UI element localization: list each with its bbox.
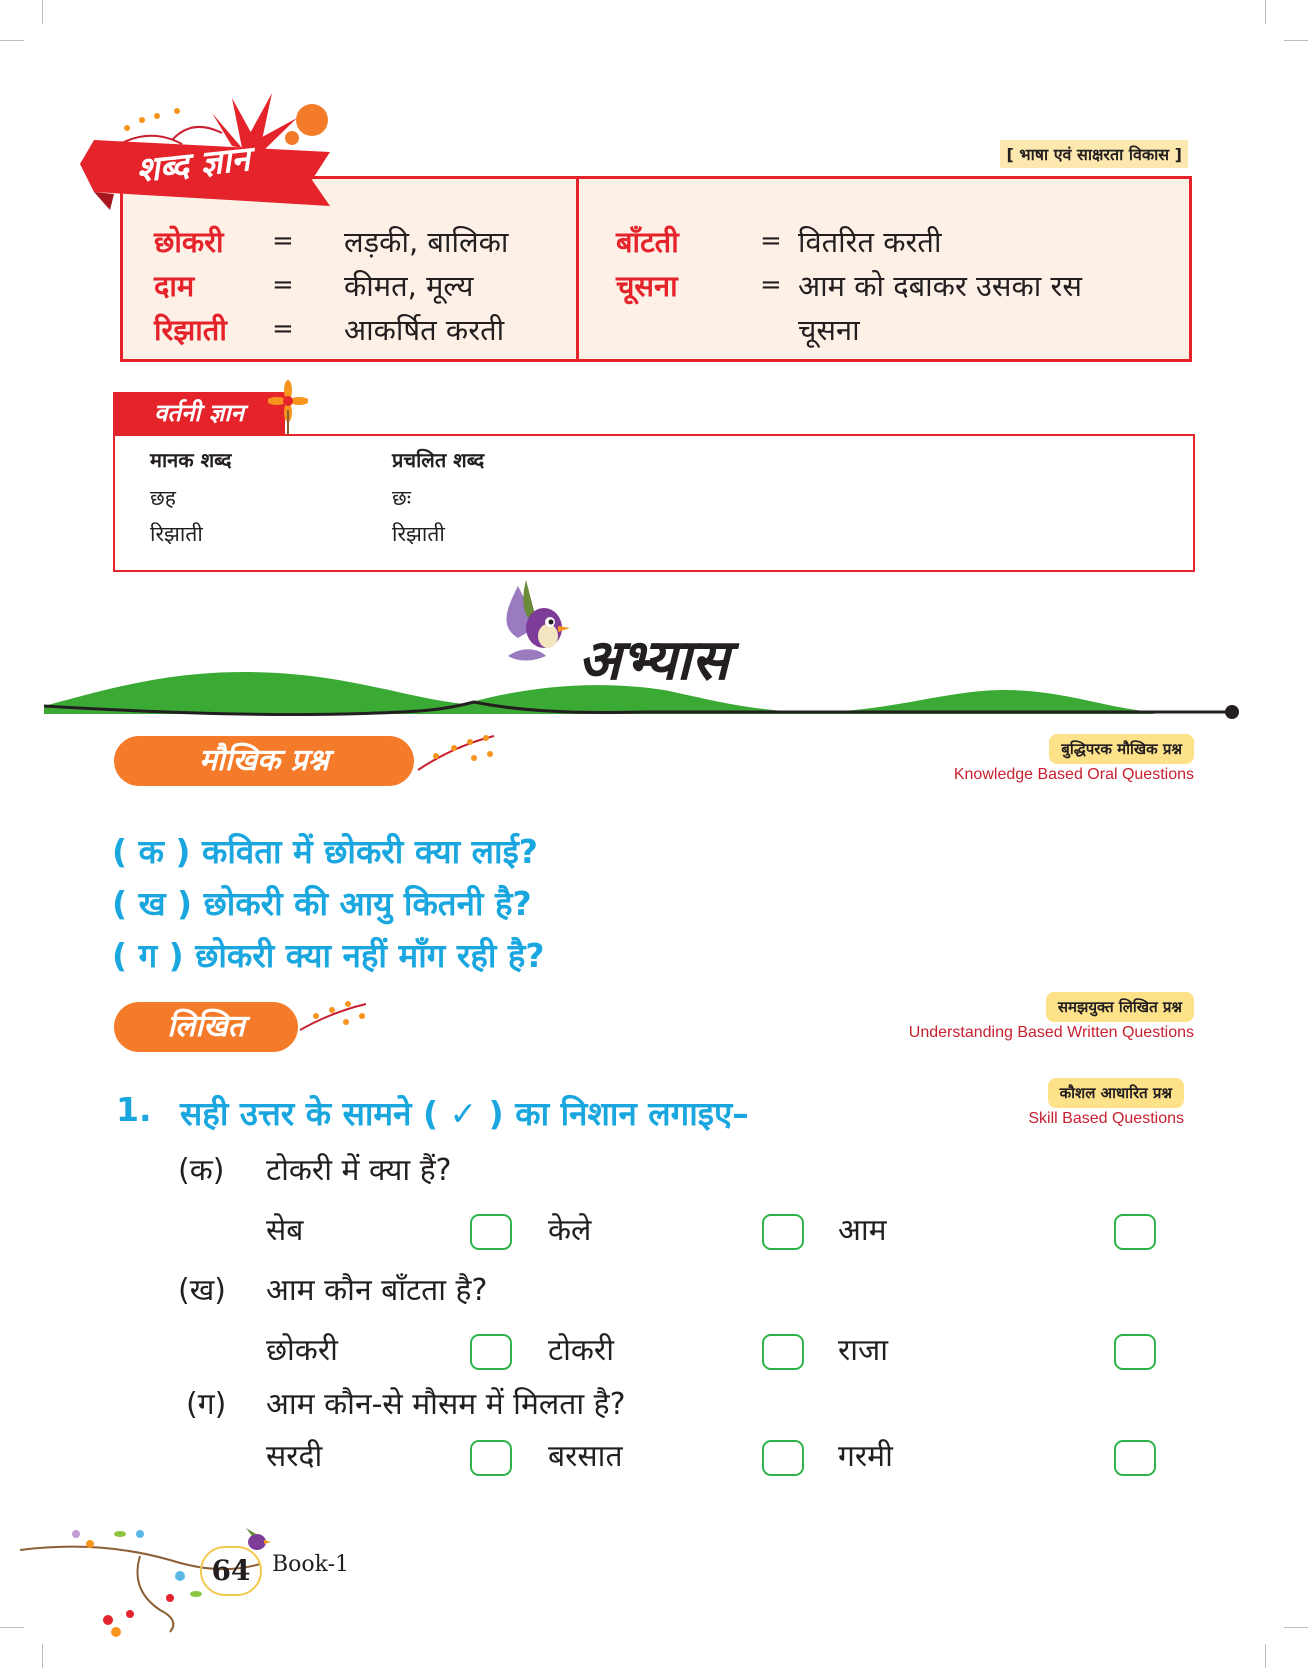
word-daam: दाम <box>154 269 195 303</box>
meaning-chhokari: लड़की, बालिका <box>344 225 509 259</box>
equals-sign: = <box>760 270 782 300</box>
column-head-standard: मानक शब्द <box>150 448 232 472</box>
oral-question: ( क ) कविता में छोकरी क्या लाई? <box>112 832 538 871</box>
subquestion-text: आम कौन-से मौसम में मिलता है? <box>266 1387 626 1422</box>
meaning-rijhati: आकर्षित करती <box>344 313 505 347</box>
vartani-gyan-title: वर्तनी ज्ञान <box>113 392 285 434</box>
word-chhokari: छोकरी <box>154 225 224 259</box>
answer-checkbox[interactable] <box>1114 1214 1156 1250</box>
crop-mark <box>42 1644 43 1668</box>
answer-checkbox[interactable] <box>1114 1440 1156 1476</box>
answer-checkbox[interactable] <box>470 1214 512 1250</box>
likhit-title: लिखित <box>114 1002 298 1052</box>
crop-mark <box>0 40 24 41</box>
equals-sign: = <box>272 226 294 256</box>
word-rijhati: रिझाती <box>154 313 227 347</box>
book-label: Book-1 <box>272 1552 350 1577</box>
answer-checkbox[interactable] <box>762 1334 804 1370</box>
meaning-baantati: वितरित करती <box>798 225 942 259</box>
skill-question-tag: कौशल आधारित प्रश्न <box>1048 1078 1184 1108</box>
oral-question: ( ख ) छोकरी की आयु कितनी है? <box>112 884 532 923</box>
option-label: टोकरी <box>548 1333 614 1368</box>
answer-checkbox[interactable] <box>470 1440 512 1476</box>
option-label: आम <box>838 1213 887 1248</box>
written-question-tag: समझयुक्त लिखित प्रश्न <box>1046 992 1194 1022</box>
standard-word: रिझाती <box>150 522 203 546</box>
standard-word: छह <box>150 486 176 510</box>
meaning-choosana-line2: चूसना <box>798 313 860 347</box>
option-label: राजा <box>838 1333 889 1368</box>
equals-sign: = <box>272 270 294 300</box>
subquestion-label: (ग) <box>186 1387 227 1422</box>
crop-mark <box>1284 1627 1308 1628</box>
crop-mark <box>42 0 43 24</box>
option-label: गरमी <box>838 1439 893 1474</box>
question-text: सही उत्तर के सामने ( ✓ ) का निशान लगाइए– <box>180 1094 749 1133</box>
subquestion-text: आम कौन बाँटता है? <box>266 1273 488 1308</box>
subquestion-label: (क) <box>178 1153 225 1188</box>
maukhik-title: मौखिक प्रश्न <box>114 736 414 786</box>
oral-question-caption: Knowledge Based Oral Questions <box>953 766 1194 783</box>
skill-question-caption: Skill Based Questions <box>1028 1110 1184 1127</box>
crop-mark <box>1284 40 1308 41</box>
column-head-common: प्रचलित शब्द <box>392 448 485 472</box>
option-label: सरदी <box>266 1439 323 1474</box>
common-word: छः <box>392 486 411 510</box>
shabd-gyan-divider <box>576 176 579 362</box>
equals-sign: = <box>760 226 782 256</box>
page-number: 64 <box>200 1546 262 1596</box>
equals-sign: = <box>272 314 294 344</box>
word-choosana: चूसना <box>616 269 678 303</box>
word-baantati: बाँटती <box>616 225 679 259</box>
literacy-tag: [ भाषा एवं साक्षरता विकास ] <box>1000 140 1188 168</box>
abhyas-title: अभ्यास <box>578 628 729 693</box>
branch-decoration-icon <box>414 726 498 776</box>
common-word: रिझाती <box>392 522 445 546</box>
subquestion-label: (ख) <box>178 1273 226 1308</box>
shabd-gyan-title: शब्द ज्ञान <box>134 139 252 191</box>
branch-decoration-icon <box>296 990 370 1040</box>
option-label: सेब <box>266 1213 304 1248</box>
answer-checkbox[interactable] <box>762 1214 804 1250</box>
meaning-daam: कीमत, मूल्य <box>344 269 474 303</box>
answer-checkbox[interactable] <box>1114 1334 1156 1370</box>
meaning-choosana: आम को दबाकर उसका रस <box>798 269 1082 303</box>
crop-mark <box>1265 1644 1266 1668</box>
bird-icon <box>488 576 580 680</box>
answer-checkbox[interactable] <box>470 1334 512 1370</box>
option-label: बरसात <box>548 1439 623 1474</box>
option-label: छोकरी <box>266 1333 338 1368</box>
flower-icon <box>268 376 308 436</box>
subquestion-text: टोकरी में क्या हैं? <box>266 1153 452 1188</box>
answer-checkbox[interactable] <box>762 1440 804 1476</box>
option-label: केले <box>548 1213 592 1248</box>
oral-question: ( ग ) छोकरी क्या नहीं माँग रही है? <box>112 936 545 975</box>
vartani-gyan-box <box>113 434 1195 572</box>
oral-question-tag: बुद्धिपरक मौखिक प्रश्न <box>1049 734 1194 764</box>
crop-mark <box>1265 0 1266 24</box>
question-number: 1. <box>116 1090 152 1129</box>
written-question-caption: Understanding Based Written Questions <box>908 1024 1194 1041</box>
